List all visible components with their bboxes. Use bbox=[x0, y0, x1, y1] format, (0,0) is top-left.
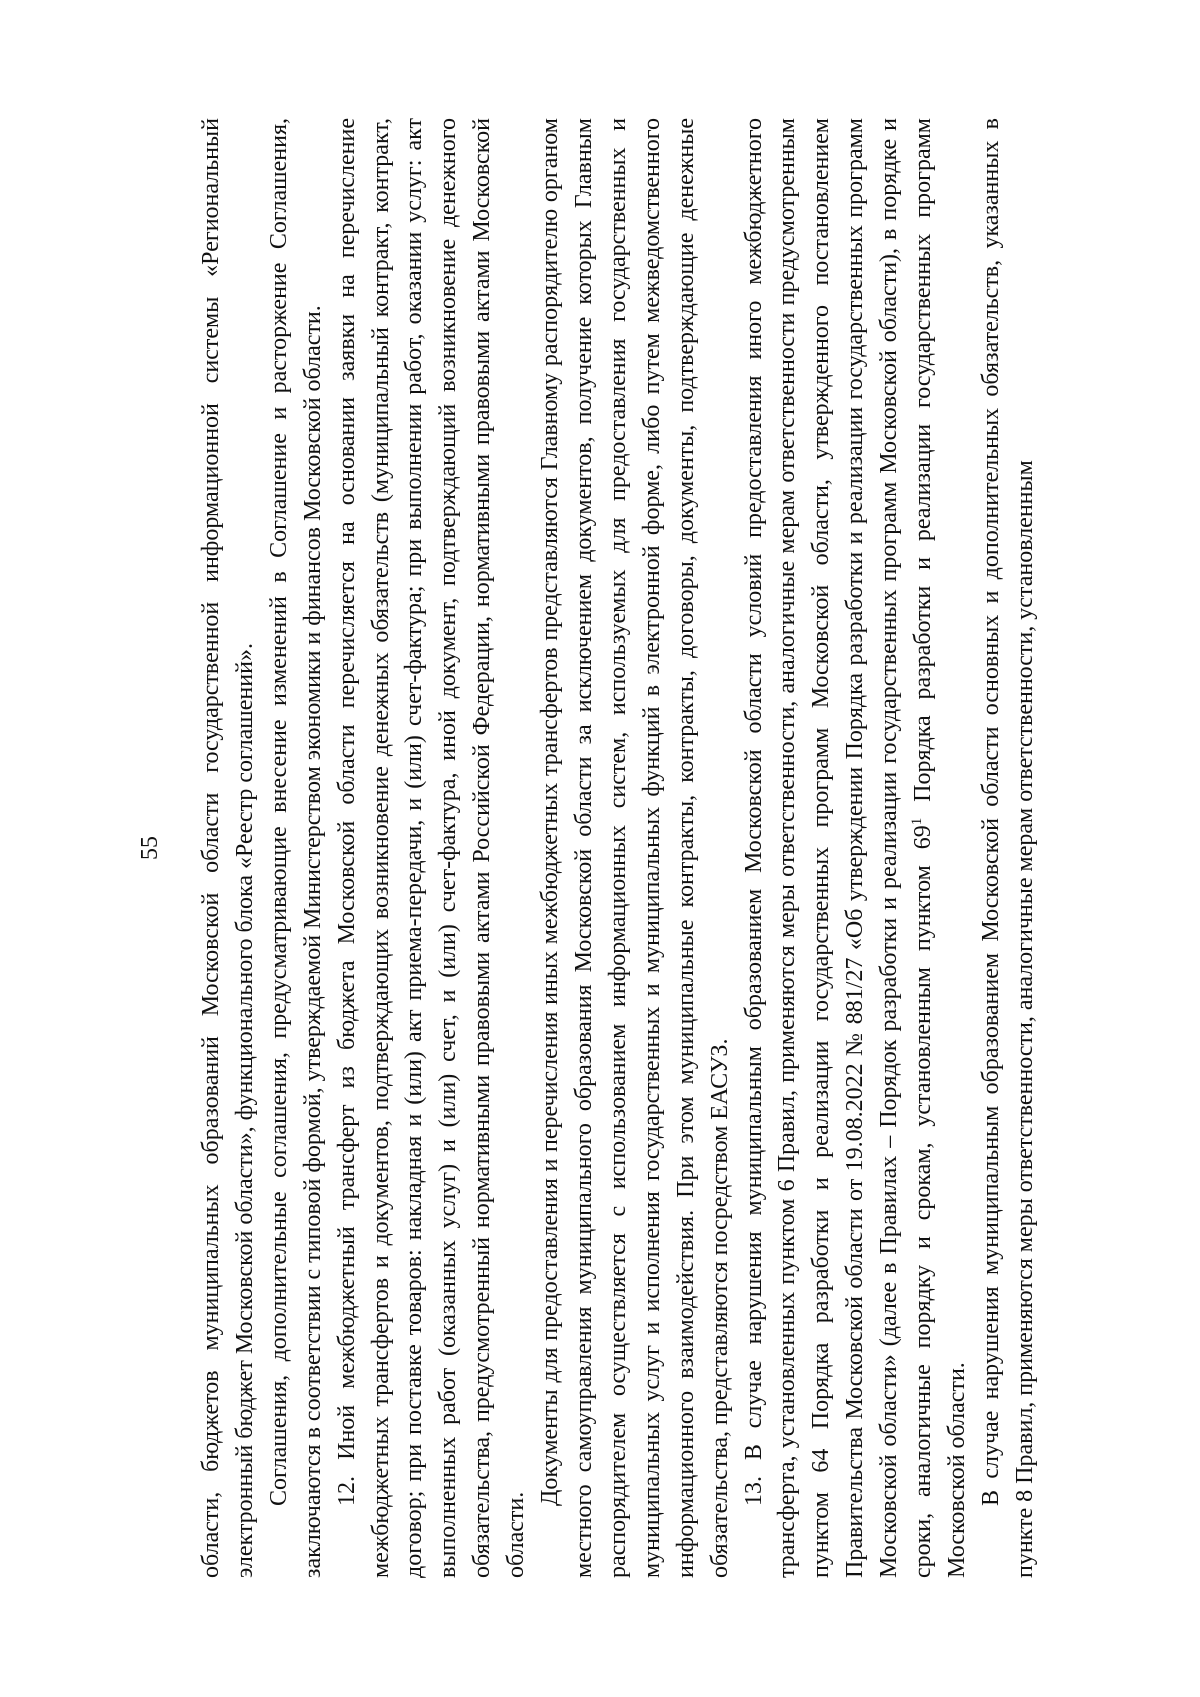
rotated-page-content bbox=[135, 118, 1065, 1578]
footnote-mark: 1 bbox=[909, 817, 926, 826]
paragraph-5 bbox=[738, 118, 975, 1578]
paragraph-3: 12. Иной межбюджетный трансферт из бюджета Московской области перечисляется на основании заявки на перечисление межбюджетных трансфертов и документов, подтверждающих возникновение денежных обязательств (муниципальный контракт, контракт, договор; при поставке товаров: накладная и (или) акт приема-передачи, и (или) счет-фактура; при выполнении работ, оказании услуг: акт выполненных работ (оказанных услуг) и (или) счет, и (или) счет-фактура, иной документ, подтверждающий возникновение денежного обязательства, предусмотренный нормативными правовыми актами Российской Федерации, нормативными правовыми актами Московской области. bbox=[333, 118, 530, 1578]
paragraph-5-text: 13. В случае нарушения муниципальным образованием Московской области условий предоставления иного межбюджетного трансферта, установленных пунктом 6 Правил, применяются меры ответственности, аналогичные мерам ответственности предусмотренным пунктом 64 Порядка разработки и реализации государственных программ Московской области, утвержденного постановлением Правительства Московской области от 19.08.2022 № 881/27 «Об утверждении Порядка разработки и реализации государственных программ Московской области» (далее в Правилах – Порядок разработки и реализации государственных программ Московской области), в порядке и сроки, аналогичные порядку и срокам, установленным пунктом 69 bbox=[740, 118, 937, 1578]
paragraph-5-tail: Порядка разработки и реализации государственных программ Московской области. bbox=[910, 118, 970, 1578]
paragraph-4: Документы для предоставления и перечисления иных межбюджетных трансфертов представляются Главному распорядителю органом местного самоуправления муниципального образования Московской области за исключением документов, получение которых Главным распорядителем осуществляется с использованием информационных систем, используемых для предоставления государственных и муниципальных услуг и исполнения государственных и муниципальных функций в электронной форме, либо путем межведомственного информационного взаимодействия. При этом муниципальные контракты, контракты, договоры, документы, подтверждающие денежные обязательства, представляются посредством ЕАСУЗ. bbox=[537, 118, 733, 1578]
paragraph-2: Соглашения, дополнительные соглашения, предусматривающие внесение изменений в Соглашение и расторжение Соглашения, заключаются в соответствии с типовой формой, утверждаемой Министерством экономики и финансов Московской области. bbox=[265, 118, 326, 1578]
paragraph-6: В случае нарушения муниципальным образованием Московской области основных и дополнительных обязательств, указанных в пункте 8 Правил, применяются меры ответственности, аналогичные мерам ответственности, установленным bbox=[977, 118, 1038, 1578]
page-number: 55 bbox=[137, 836, 163, 860]
document-body bbox=[195, 118, 1043, 1578]
paragraph-1: области, бюджетов муниципальных образований Московской области государственной информационной системы «Региональный электронный бюджет Московской области», функционального блока «Реестр соглашений». bbox=[198, 118, 258, 1578]
